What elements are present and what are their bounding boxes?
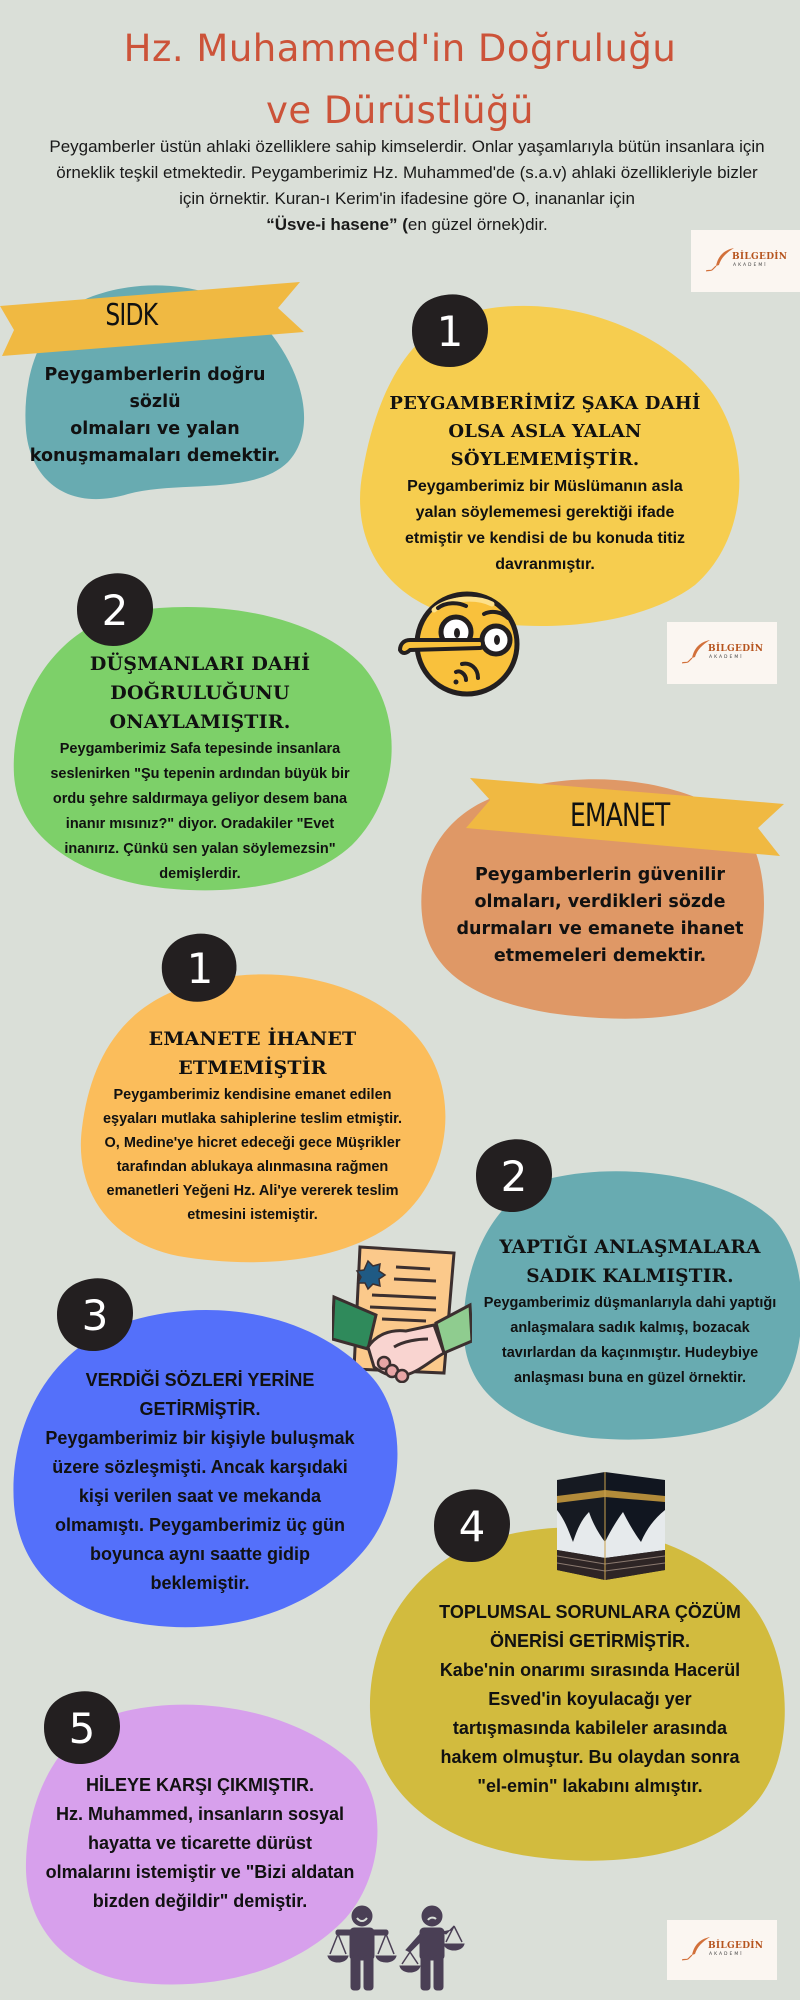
card-number: 5 (68, 1703, 96, 1753)
body-line: etmiştir ve kendisi de bu konuda titiz (404, 530, 686, 547)
intro-line: için örnektir. Kuran-ı Kerim'in ifadesine göre O, inananlar için (179, 189, 635, 208)
body-line: tarafından ablukaya alınmasına rağmen (116, 1159, 389, 1175)
card-1-content (375, 390, 715, 578)
card-title (90, 1025, 415, 1083)
logo-subtitle: AKADEMİ (733, 263, 768, 268)
body-line: olmamıştı. Peygamberimiz üç gün (54, 1515, 346, 1535)
card-number: 1 (186, 943, 214, 993)
card-title (20, 650, 380, 737)
sidk-definition (20, 362, 290, 470)
definition-line: konuşmamaları demektir. (29, 446, 281, 466)
title-line: EMANETE İHANET (148, 1028, 357, 1050)
definition-line: etmemeleri demektir. (493, 946, 707, 966)
body-line: tartışmasında kabileler arasında (452, 1718, 728, 1738)
body-line: olmalarını istemiştir ve "Bizi aldatan (45, 1862, 355, 1882)
body-line: Peygamberimiz düşmanlarıyla dahi yaptığı (483, 1295, 777, 1311)
title-line: GETİRMİŞTİR. (139, 1399, 261, 1419)
sidk-banner-label: SIDK (105, 298, 158, 333)
intro-tail: en güzel örnek)dir. (407, 215, 548, 234)
body-line: boyunca aynı saatte gidip (89, 1544, 311, 1564)
card-title (375, 390, 715, 474)
intro-line: örneklik teşkil etmektedir. Peygamberimiz Hz. Muhammed'de (s.a.v) ahlaki özellikleriyle bizler (56, 163, 758, 182)
body-line: ordu şehre saldırmaya geliyor desem bana (52, 791, 348, 807)
body-line: bizden değildir" demiştir. (92, 1891, 308, 1911)
page-title (0, 18, 800, 142)
logo-subtitle: AKADEMİ (709, 655, 744, 660)
emanet-definition (450, 862, 750, 970)
body-line: inanır mısınız?" diyor. Oradakiler "Evet (65, 816, 335, 832)
lying-face-long-nose-icon (396, 588, 530, 700)
card-number: 4 (458, 1501, 486, 1551)
body-line: davranmıştır. (495, 556, 595, 573)
body-line: tavırlardan da kaçınmıştır. Hudeybiye (501, 1345, 759, 1361)
title-line: DÜŞMANLARI DAHİ (89, 653, 311, 675)
card-5-number-badge (55, 1277, 135, 1353)
body-line: Esved'in koyulacağı yer (488, 1689, 692, 1709)
title-line: PEYGAMBERİMİZ ŞAKA DAHİ (389, 393, 701, 414)
body-line: emanetleri Yeğeni Hz. Ali'ye vererek teslim (106, 1183, 399, 1199)
card-7-content (35, 1771, 365, 1916)
title-line-2: ve Dürüstlüğü (266, 89, 534, 132)
card-number: 3 (81, 1290, 109, 1340)
title-line-1: Hz. Muhammed'in Doğruluğu (123, 27, 677, 70)
definition-line: olmaları, verdikleri sözde (474, 892, 726, 912)
body-tail: lakabını almıştır. (557, 1776, 703, 1796)
card-5-content (30, 1366, 370, 1598)
card-body (470, 1291, 790, 1391)
card-3-number-badge (160, 930, 240, 1006)
body-line: Hz. Muhammed, insanların sosyal (55, 1804, 345, 1824)
body-line: O, Medine'ye hicret edeceği gece Müşrikler (104, 1135, 401, 1151)
card-number: 2 (101, 585, 129, 635)
card-6-content (405, 1598, 775, 1801)
emanet-banner-label: EMANET (570, 796, 670, 834)
body-line: yalan söylememesi gerektiği ifade (415, 504, 675, 521)
people-holding-scales-icon (326, 1900, 466, 1995)
title-line: ÖNERİSİ GETİRMİŞTİR. (489, 1631, 690, 1651)
intro-line (0, 212, 800, 238)
body-line: Peygamberimiz bir kişiyle buluşmak (45, 1428, 355, 1448)
logo-name: BİLGEDİN (708, 644, 764, 654)
bilgedin-logo (667, 622, 777, 684)
body-line: Peygamberimiz Safa tepesinde insanlara (59, 741, 341, 757)
card-number: 2 (500, 1151, 528, 1201)
title-line: TOPLUMSAL SORUNLARA ÇÖZÜM (439, 1602, 741, 1622)
card-body (20, 737, 380, 887)
card-title (405, 1598, 775, 1656)
definition-line: olmaları ve yalan (70, 419, 240, 439)
definition-line: Peygamberlerin güvenilir (474, 865, 726, 885)
kaaba-icon (555, 1470, 667, 1582)
title-line: ETMEMİŞTİR (178, 1057, 327, 1079)
body-line: üzere sözleşmişti. Ancak karşıdaki (52, 1457, 348, 1477)
intro-paragraph (0, 134, 800, 238)
title-line: SADIK KALMIŞTIR. (526, 1266, 734, 1287)
title-line: VERDİĞİ SÖZLERİ YERİNE (85, 1370, 315, 1390)
title-line: DOĞRULUĞUNU (110, 682, 290, 704)
card-7-number-badge (42, 1690, 122, 1766)
card-body (405, 1656, 775, 1801)
card-1-number-badge (410, 293, 490, 369)
body-line: Peygamberimiz bir Müslümanın asla (407, 478, 683, 495)
body-line: beklemiştir. (150, 1573, 250, 1593)
body-line: hayatta ve ticarette dürüst (87, 1833, 313, 1853)
logo-name: BİLGEDİN (732, 252, 788, 262)
card-2-content (20, 650, 380, 887)
card-number: 1 (436, 306, 464, 356)
logo-name: BİLGEDİN (708, 1941, 764, 1951)
body-line (405, 1772, 775, 1801)
definition-line: Peygamberlerin doğru sözlü (44, 365, 266, 412)
body-line: eşyaları mutlaka sahiplerine teslim etmiştir. (102, 1111, 402, 1127)
bilgedin-logo (691, 230, 800, 292)
sidk-banner (0, 282, 305, 357)
card-4-content (470, 1233, 790, 1391)
bilgedin-logo (667, 1920, 777, 1980)
card-body (35, 1800, 365, 1916)
title-line: OLSA ASLA YALAN (448, 421, 642, 442)
card-title (35, 1771, 365, 1800)
card-title (470, 1233, 790, 1291)
emanet-banner (466, 778, 784, 856)
body-line: inanırız. Çünkü sen yalan söylemezsin" (64, 841, 336, 857)
card-body (30, 1424, 370, 1598)
card-body (375, 474, 715, 578)
card-6-number-badge (432, 1488, 512, 1564)
card-body (90, 1083, 415, 1227)
title-line: SÖYLEMEMİŞTİR. (450, 449, 640, 470)
logo-subtitle: AKADEMİ (709, 1952, 744, 1957)
title-line: ONAYLAMIŞTIR. (109, 711, 291, 733)
card-3-content (90, 1025, 415, 1227)
body-line: anlaşmalara sadık kalmış, bozacak (510, 1320, 750, 1336)
title-line: HİLEYE KARŞI ÇIKMIŞTIR. (85, 1775, 314, 1795)
body-line: seslenirken "Şu tepenin ardından büyük bir (50, 766, 350, 782)
card-4-number-badge (474, 1138, 554, 1214)
body-line: demişlerdir. (159, 866, 241, 882)
card-2-number-badge (75, 572, 155, 648)
usve-i-hasene-term: “Üsve-i hasene” ( (266, 215, 408, 234)
title-line: YAPTIĞI ANLAŞMALARA (499, 1237, 761, 1258)
el-emin-term: "el-emin" (477, 1776, 558, 1796)
body-line: Kabe'nin onarımı sırasında Hacerül (439, 1660, 741, 1680)
body-line: Peygamberimiz kendisine emanet edilen (113, 1087, 392, 1103)
body-line: etmesini istemiştir. (187, 1207, 318, 1223)
body-line: kişi verilen saat ve mekanda (78, 1486, 322, 1506)
definition-line: durmaları ve emanete ihanet (456, 919, 744, 939)
card-title (30, 1366, 370, 1424)
intro-line: Peygamberler üstün ahlaki özelliklere sahip kimselerdir. Onlar yaşamlarıyla bütün insanlara için (49, 137, 765, 156)
body-line: anlaşması buna en güzel örnektir. (513, 1370, 747, 1386)
body-line: hakem olmuştur. Bu olaydan sonra (440, 1747, 740, 1767)
